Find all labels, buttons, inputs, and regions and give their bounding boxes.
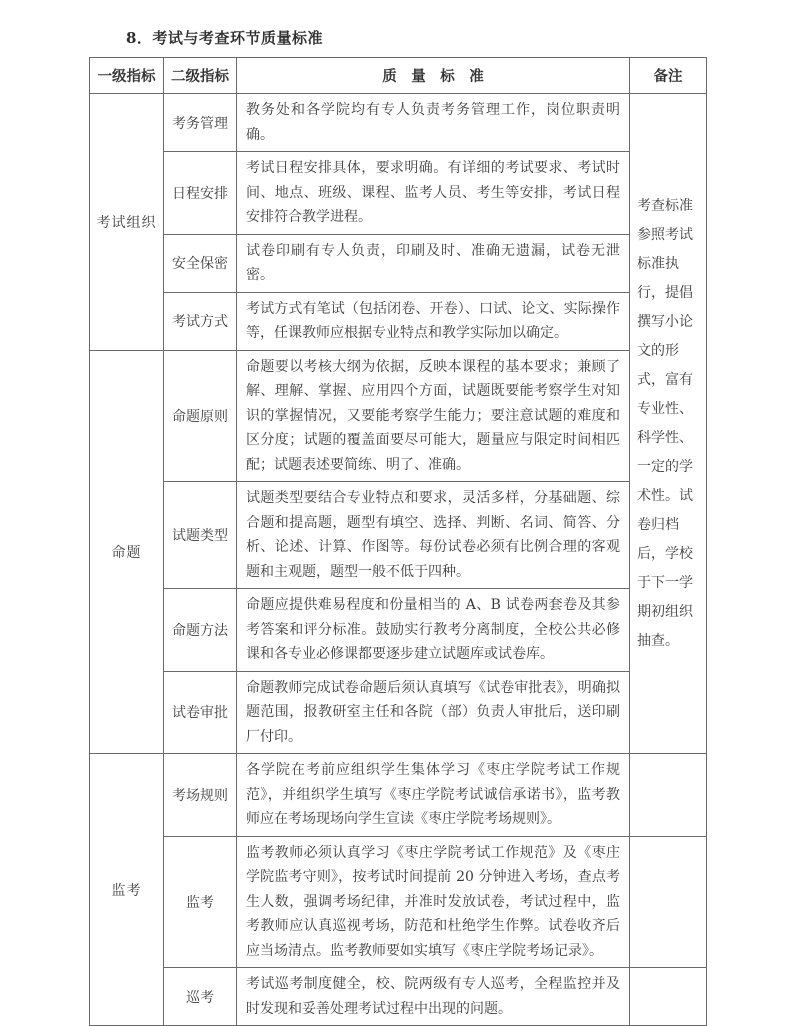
standard-proposition-principle: 命题要以考核大纲为依据，反映本课程的基本要求；兼顾了解、理解、掌握、应用四个方面，试题既要能考察学生对知识的掌握情况，又要能考察学生能力；要注意试题的难度和区分度；试题的覆盖面要尽可能大，题量应与限定时间相匹配；试题表述要简练、明了、准确。 — [237, 350, 630, 482]
level2-proposition-principle: 命题原则 — [164, 350, 237, 482]
header-quality-standard: 质 量 标 准 — [237, 58, 630, 94]
level2-patrol-exam: 巡考 — [164, 968, 237, 1026]
table-row — [90, 292, 707, 350]
table-row — [90, 152, 707, 235]
standard-exam-room-rules: 各学院在考前应组织学生集体学习《枣庄学院考试工作规范》，并组织学生填写《枣庄学院考试诚信承诺书》，监考教师应在考场现场向学生宣读《枣庄学院考场规则》。 — [237, 754, 630, 837]
table-row — [90, 968, 707, 1026]
standard-schedule-arrangement: 考试日程安排具体，要求明确。有详细的考试要求、考试时间、地点、班级、课程、监考人员、考生等安排，考试日程安排符合教学进程。 — [237, 152, 630, 235]
level2-paper-approval: 试卷审批 — [164, 671, 237, 754]
remark-merged-cell: 考查标准参照考试标准执行，提倡撰写小论文的形式，富有专业性、科学性、一定的学术性。试卷归档后，学校于下一学期初组织抽查。 — [630, 94, 707, 754]
level2-proposition-method: 命题方法 — [164, 589, 237, 672]
table-row — [90, 234, 707, 292]
standard-invigilation: 监考教师必须认真学习《枣庄学院考试工作规范》及《枣庄学院监考守则》，按考试时间提前 20 分钟进入考场，查点考生人数，强调考场纪律，并准时发放试卷，考试过程中，监考教师应认真巡视考场，防范和杜绝学生作弊。试卷收齐后应当场清点。监考教师要如实填写《枣庄学院考场记录》。 — [237, 836, 630, 968]
header-level2-indicator: 二级指标 — [164, 58, 237, 94]
standard-patrol-exam: 考试巡考制度健全，校、院两级有专人巡考，全程监控并及时发现和妥善处理考试过程中出现的问题。 — [237, 968, 630, 1026]
remark-empty-cell — [630, 968, 707, 1026]
level1-invigilation: 监考 — [90, 754, 164, 1026]
level1-proposition: 命题 — [90, 350, 164, 754]
level2-exam-affairs-management: 考务管理 — [164, 94, 237, 152]
standard-exam-affairs-management: 教务处和各学院均有专人负责考务管理工作，岗位职责明确。 — [237, 94, 630, 152]
header-level1-indicator: 一级指标 — [90, 58, 164, 94]
table-row — [90, 754, 707, 837]
standard-paper-approval: 命题教师完成试卷命题后须认真填写《试卷审批表》，明确拟题范围，报教研室主任和各院（部）负责人审批后，送印刷厂付印。 — [237, 671, 630, 754]
table-row — [90, 589, 707, 672]
table-row — [90, 350, 707, 482]
page-title: 8．考试与考查环节质量标准 — [126, 29, 323, 47]
level1-exam-organization: 考试组织 — [90, 94, 164, 351]
standard-security-confidentiality: 试卷印刷有专人负责，印刷及时、准确无遗漏，试卷无泄密。 — [237, 234, 630, 292]
level2-question-type: 试题类型 — [164, 482, 237, 589]
level2-invigilation: 监考 — [164, 836, 237, 968]
level2-exam-method: 考试方式 — [164, 292, 237, 350]
standard-exam-method: 考试方式有笔试（包括闭卷、开卷）、口试、论文、实际操作等，任课教师应根据专业特点和教学实际加以确定。 — [237, 292, 630, 350]
level2-schedule-arrangement: 日程安排 — [164, 152, 237, 235]
header-row — [90, 58, 707, 94]
table-row — [90, 482, 707, 589]
table-row — [90, 94, 707, 152]
level2-exam-room-rules: 考场规则 — [164, 754, 237, 837]
header-remark: 备注 — [630, 58, 707, 94]
remark-empty-cell — [630, 754, 707, 837]
table-row — [90, 671, 707, 754]
remark-empty-cell — [630, 836, 707, 968]
table-row — [90, 836, 707, 968]
level2-security-confidentiality: 安全保密 — [164, 234, 237, 292]
quality-standards-table — [89, 57, 707, 1026]
standard-proposition-method: 命题应提供难易程度和份量相当的 A、B 试卷两套卷及其参考答案和评分标准。鼓励实行教考分离制度，全校公共必修课和各专业必修课都要逐步建立试题库或试卷库。 — [237, 589, 630, 672]
standard-question-type: 试题类型要结合专业特点和要求，灵活多样，分基础题、综合题和提高题，题型有填空、选择、判断、名词、简答、分析、论述、计算、作图等。每份试卷必须有比例合理的客观题和主观题，题型一般不低于四种。 — [237, 482, 630, 589]
